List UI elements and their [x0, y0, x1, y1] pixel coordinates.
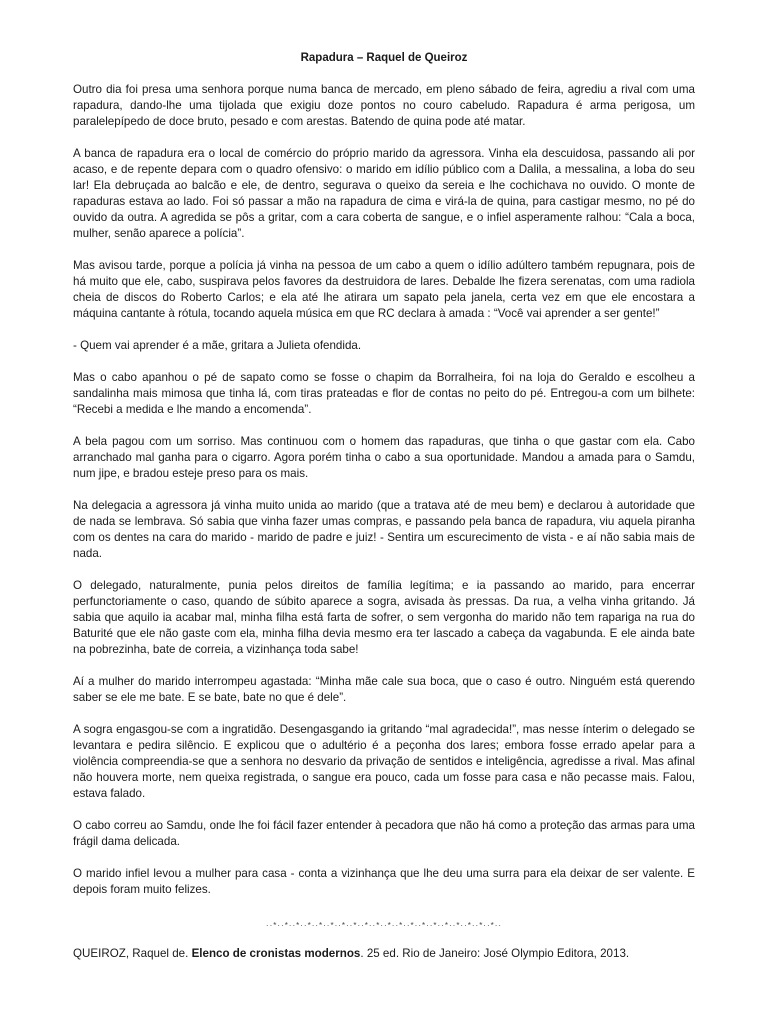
paragraph: - Quem vai aprender é a mãe, gritara a Julieta ofendida. — [73, 339, 362, 352]
paragraph: Mas avisou tarde, porque a polícia já vinha na pessoa de um cabo a quem o idílio adúltero também repugnara, pois de há muito que ele, cabo, suspirava pelos favores da destruidora de lares. Debalde lhe fizera serenatas, com uma radiola cheia de discos do Roberto Carlos; e ela até lhe atirara um sapato pela janela, certa vez em que ele encostara a máquina cantante à rótula, tocando aquela música em que RC declara à amada : “Você vai aprender a ser gente!” — [73, 259, 695, 320]
paragraph: A sogra engasgou-se com a ingratidão. Desengasgando ia gritando “mal agradecida!”, mas nesse ínterim o delegado se levantara e pedira silêncio. E explicou que o adultério é a peçonha dos lares; embora fosse errado apelar para a violência compreendia-se que a senhora no desvario da privação de sentidos e inteligência, agredisse a rival. Mas afinal não houvera morte, nem queixa registrada, o sangue era pouco, cada um fosse para casa e não pecasse mais. Falou, estava falado. — [73, 723, 695, 800]
paragraph: Aí a mulher do marido interrompeu agastada: “Minha mãe cale sua boca, que o caso é outro. Ninguém está querendo saber se ele me bate. E se bate, bate no que é dele”. — [73, 675, 695, 704]
paragraph: Outro dia foi presa uma senhora porque numa banca de mercado, em pleno sábado de feira, agrediu a rival com uma rapadura, dando-lhe uma tijolada que exigiu doze pontos no couro cabeludo. Rapadura é arma perigosa, um paralelepípedo de doce bruto, pesado e com arestas. Batendo de quina pode até matar. — [73, 83, 695, 128]
paragraph: O delegado, naturalmente, punia pelos direitos de família legítima; e ia passando ao marido, para encerrar perfunctoriamente o caso, quando de súbito aparece a sogra, avisada às pressas. Da rua, a velha vinha gritando. Já sabia que aquilo ia acabar mal, minha filha está farta de sofrer, o sem vergonha do marido não tem rapariga na rua do Baturité que ele não gaste com ela, minha filha devia mesmo era ter lascado a cabeça da vagabunda. E ele ainda bate na pobrezinha, bate de correia, a vizinhança toda sabe! — [73, 579, 695, 656]
bibliographic-reference — [73, 946, 695, 962]
reference-suffix: . 25 ed. Rio de Janeiro: José Olympio Editora, 2013. — [360, 947, 630, 960]
page-title: Rapadura – Raquel de Queiroz — [300, 52, 468, 64]
reference-book-title: Elenco de cronistas modernos — [191, 947, 361, 960]
reference-prefix: QUEIROZ, Raquel de. — [73, 947, 192, 960]
paragraph: O cabo correu ao Samdu, onde lhe foi fácil fazer entender à pecadora que não há como a proteção das armas para uma frágil dama delicada. — [73, 819, 695, 848]
section-divider-ornament: ··*··*··*··*··*··*··*··*··*··*··*··*··*··*··*··*··*··*··*··*·· — [265, 921, 503, 930]
paragraph: Na delegacia a agressora já vinha muito unida ao marido (que a tratava até de meu bem) e declarou à autoridade que de nada se lembrava. Só sabia que vinha fazer umas compras, e passando pela banca de rapadura, viu aquela piranha com os dentes na cara do marido - marido de padre e juiz! - Sentira um escurecimento de vista - e aí não sabia mais de nada. — [73, 499, 695, 560]
paragraph: A banca de rapadura era o local de comércio do próprio marido da agressora. Vinha ela descuidosa, passando ali por acaso, e de repente depara com o quadro ofensivo: o marido em idílio público com a Dalila, a messalina, a loba do seu lar! Ela debruçada ao balcão e ele, de dentro, segurava o queixo da sereia e lhe cochichava no ouvido. O monte de rapaduras estava ao lado. Foi só passar a mão na rapadura de cima e virá-la de quina, para castigar mesmo, no pé do ouvido da outra. A agredida se pôs a gritar, com a cara coberta de sangue, e o infiel asperamente ralhou: “Cala a boca, mulher, senão aparece a polícia”. — [73, 147, 695, 240]
paragraph: A bela pagou com um sorriso. Mas continuou com o homem das rapaduras, que tinha o que gastar com ela. Cabo arranchado mal ganha para o cigarro. Agora porém tinha o cabo a sua oportunidade. Mandou a amada para o Samdu, num jipe, e bradou esteje preso para os mais. — [73, 435, 695, 480]
paragraph: O marido infiel levou a mulher para casa - conta a vizinhança que lhe deu uma surra para ela deixar de ser valente. E depois foram muito felizes. — [73, 867, 695, 896]
paragraph: Mas o cabo apanhou o pé de sapato como se fosse o chapim da Borralheira, foi na loja do Geraldo e escolheu a sandalinha mais mimosa que tinha lá, com tiras prateadas e flor de contas no peito do pé. Entregou-a com um bilhete: “Recebi a medida e lhe mando a encomenda”. — [73, 371, 695, 416]
